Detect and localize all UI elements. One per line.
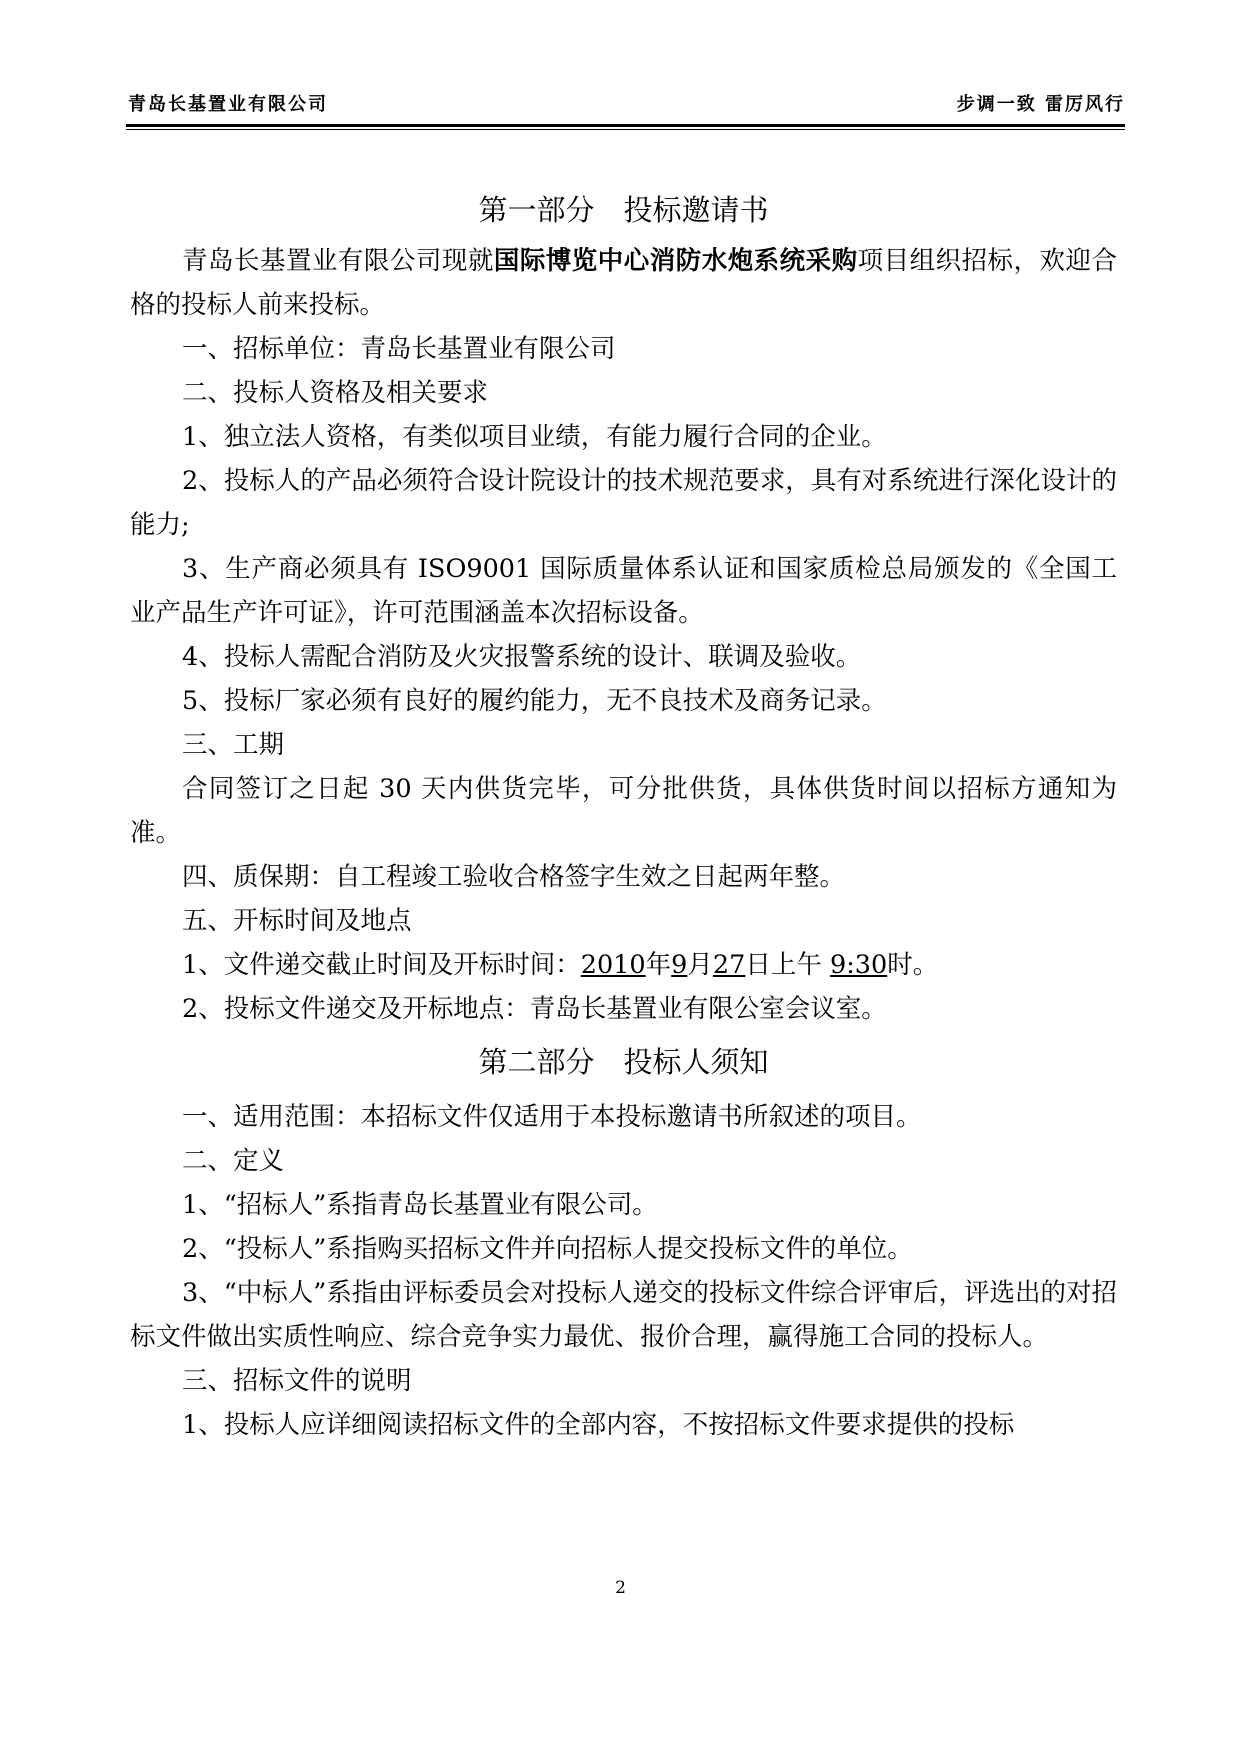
opening-month: 9 [671, 950, 688, 980]
header-company: 青岛长基置业有限公司 [128, 94, 328, 115]
intro-project: 国际博览中心消防水炮系统采购 [493, 246, 858, 276]
header-rule [126, 124, 1125, 130]
part2-item1: 一、适用范围：本招标文件仅适用于本投标邀请书所叙述的项目。 [182, 1102, 922, 1132]
definition-3: 3、“中标人”系指由评标委员会对投标人递交的投标文件综合评审后，评选出的对招标文件做出实质性响应、综合竞争实力最优、报价合理，赢得施工合同的投标人。 [130, 1278, 1117, 1352]
opening-day: 27 [712, 950, 746, 980]
requirement-3: 3、生产商必须具有 ISO9001 国际质量体系认证和国家质检总局颁发的《全国工业产品生产许可证》，许可范围涵盖本次招标设备。 [130, 554, 1117, 628]
requirement-4: 4、投标人需配合消防及火灾报警系统的设计、联调及验收。 [182, 642, 862, 672]
opening-time-suffix: 时。 [887, 950, 939, 980]
opening-month-unit: 月 [687, 950, 713, 980]
opening-year: 2010 [580, 950, 646, 980]
opening-place: 2、投标文件递交及开标地点：青岛长基置业有限公室会议室。 [182, 994, 887, 1024]
opening-day-unit: 日上午 [745, 950, 830, 980]
part2-title: 第二部分 投标人须知 [478, 1045, 769, 1079]
intro-before: 青岛长基置业有限公司现就 [182, 246, 494, 276]
part1-item2: 二、投标人资格及相关要求 [182, 378, 489, 408]
requirement-2: 2、投标人的产品必须符合设计院设计的技术规范要求，具有对系统进行深化设计的能力; [130, 466, 1117, 540]
opening-time [130, 943, 1117, 987]
document-body [130, 185, 1117, 1447]
header-slogan: 步调一致 雷厉风行 [956, 94, 1125, 115]
opening-year-unit: 年 [645, 950, 672, 980]
part2-item3: 三、招标文件的说明 [182, 1366, 412, 1396]
part2-item2: 二、定义 [182, 1146, 285, 1176]
opening-time-prefix: 1、文件递交截止时间及开标时间： [182, 950, 581, 980]
part1-item1: 一、招标单位：青岛长基置业有限公司 [182, 334, 616, 364]
page-header [128, 90, 1125, 120]
definition-2: 2、“投标人”系指购买招标文件并向招标人提交投标文件的单位。 [182, 1234, 913, 1264]
requirement-5: 5、投标厂家必须有良好的履约能力，无不良技术及商务记录。 [182, 686, 887, 716]
part1-item3: 三、工期 [182, 730, 285, 760]
requirement-1: 1、独立法人资格，有类似项目业绩，有能力履行合同的企业。 [182, 422, 887, 452]
tender-note-1: 1、投标人应详细阅读招标文件的全部内容，不按招标文件要求提供的投标 [182, 1410, 1015, 1440]
construction-period: 合同签订之日起 30 天内供货完毕，可分批供货，具体供货时间以招标方通知为准。 [130, 774, 1117, 848]
part1-item5: 五、开标时间及地点 [182, 906, 412, 936]
opening-clock: 9:30 [829, 950, 888, 980]
part1-title: 第一部分 投标邀请书 [478, 193, 769, 227]
part1-intro [130, 239, 1117, 327]
page-number: 2 [615, 1578, 626, 1598]
definition-1: 1、“招标人”系指青岛长基置业有限公司。 [182, 1190, 658, 1220]
part1-item4: 四、质保期：自工程竣工验收合格签字生效之日起两年整。 [182, 862, 846, 892]
intro-after: 项目组织招标，欢迎合格的投标人前来投标。 [130, 246, 1117, 320]
